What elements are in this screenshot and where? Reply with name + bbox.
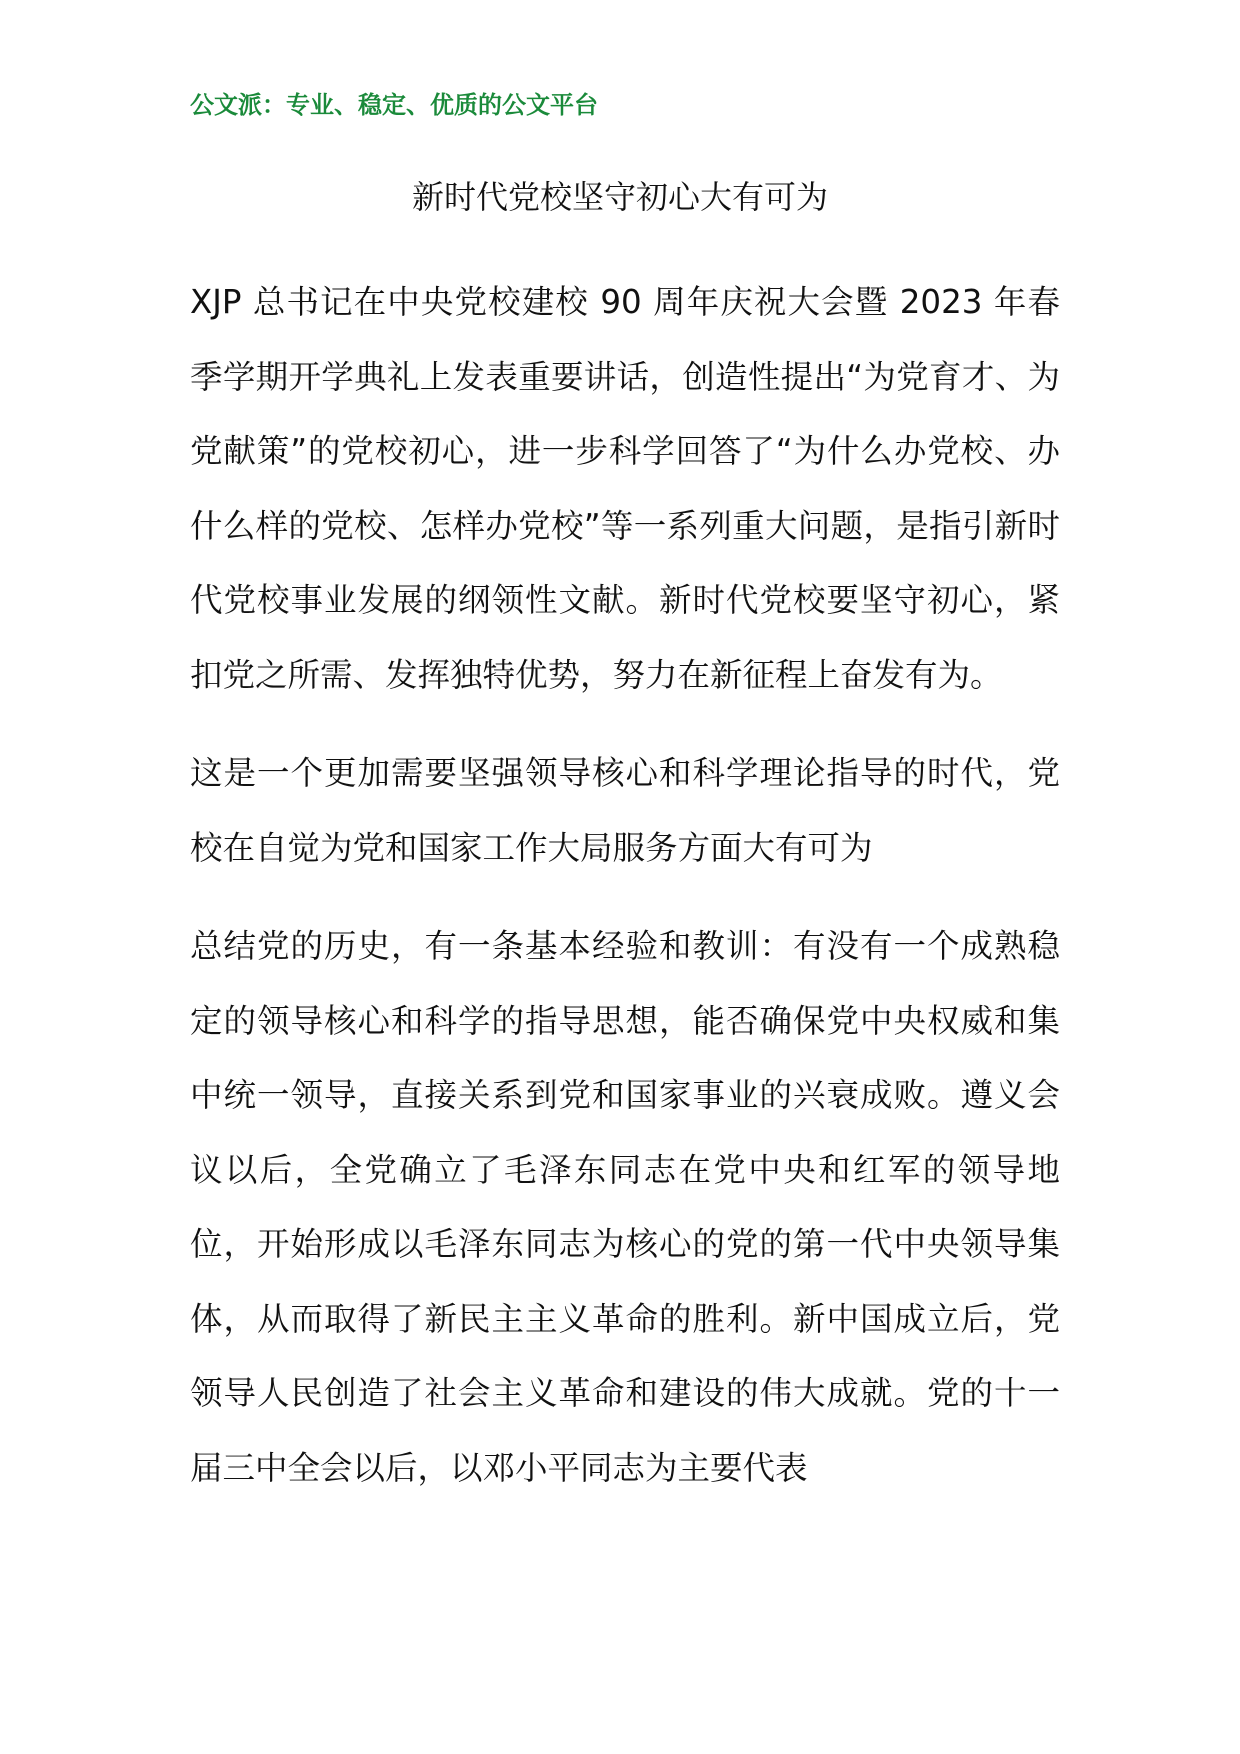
header-brand: 公文派：专业、稳定、优质的公文平台 xyxy=(190,91,598,119)
document-body xyxy=(190,265,1060,1529)
section-heading: 这是一个更加需要坚强领导核心和科学理论指导的时代，党校在自觉为党和国家工作大局服务方面大有可为 xyxy=(190,754,1060,867)
document-title: 新时代党校坚守初心大有可为 xyxy=(411,178,828,216)
paragraph-history: 总结党的历史，有一条基本经验和教训：有没有一个成熟稳定的领导核心和科学的指导思想，能否确保党中央权威和集中统一领导，直接关系到党和国家事业的兴衰成败。遵义会议以后，全党确立了毛泽东同志在党中央和红军的领导地位，开始形成以毛泽东同志为核心的党的第一代中央领导集体，从而取得了新民主主义革命的胜利。新中国成立后，党领导人民创造了社会主义革命和建设的伟大成就。党的十一届三中全会以后，以邓小平同志为主要代表 xyxy=(190,927,1060,1487)
paragraph-intro: XJP 总书记在中央党校建校 90 周年庆祝大会暨 2023 年春季学期开学典礼上发表重要讲话，创造性提出“为党育才、为党献策”的党校初心，进一步科学回答了“为什么办党校、办什么样的党校、怎样办党校”等一系列重大问题，是指引新时代党校事业发展的纲领性文献。新时代党校要坚守初心，紧扣党之所需、发挥独特优势，努力在新征程上奋发有为。 xyxy=(190,283,1060,694)
